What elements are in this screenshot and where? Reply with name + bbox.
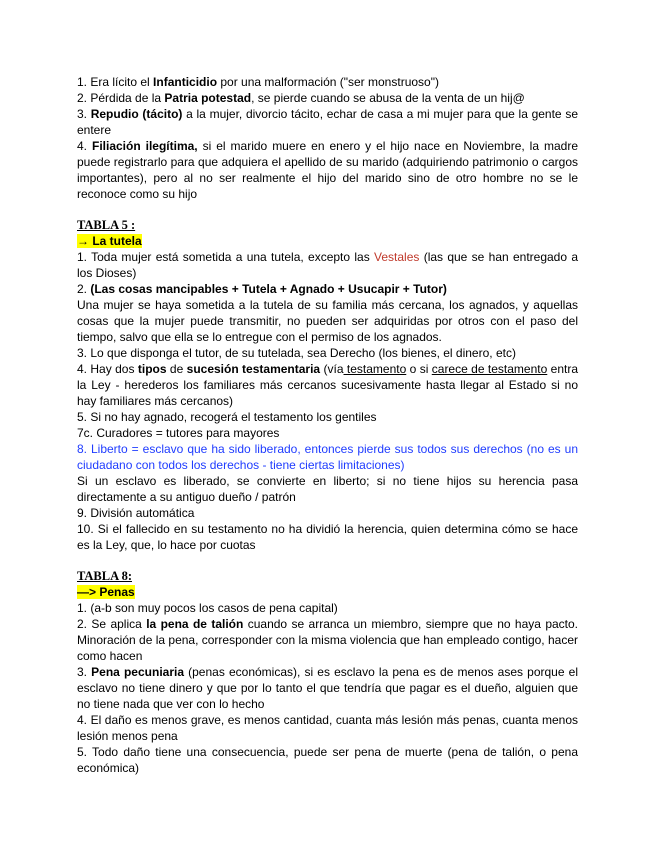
text-span: entra la Ley - herederos los familiares más cercanos sucesivamente hasta llegar al Estado si no hay familiares más cercanos) <box>77 362 579 408</box>
s1-line-1 <box>77 74 578 90</box>
text-span: cuando se arranca un miembro, siempre que no haya pacto. Minoración de la pena, corresponder con la misma violencia que han empleado contigo, hacer como hacen <box>77 617 579 663</box>
text-span: (vía <box>320 362 344 376</box>
t5-line-2 <box>77 281 578 297</box>
t8-line-5: 5. Todo daño tiene una consecuencia, puede ser pena de muerte (pena de talión, o pena económica) <box>77 745 578 775</box>
text-span: 3. <box>77 107 91 121</box>
bold-pena-talion: la pena de talión <box>146 617 244 631</box>
s1-line-4 <box>77 138 578 202</box>
t5-line-9: 9. División automática <box>77 506 195 520</box>
t5-line-4 <box>77 361 578 409</box>
text-span: 2. Se aplica <box>77 617 147 631</box>
bold-sucesion: sucesión testamentaria <box>186 362 321 376</box>
text-span: , se pierde cuando se abusa de la venta de un hij@ <box>251 91 525 105</box>
text-span: 4. Hay dos <box>77 362 138 376</box>
t8-line-4: 4. El daño es menos grave, es menos cantidad, cuanta más lesión más penas, cuanta menos lesión menos pena <box>77 713 578 743</box>
tabla5-subheading <box>77 233 578 249</box>
underline-carece: carece de testamento <box>431 362 548 376</box>
tabla8-title: TABLA 8: <box>77 569 132 583</box>
text-span: 3. <box>77 665 92 679</box>
tabla8-heading <box>77 568 578 584</box>
text-span: a la mujer, divorcio tácito, echar de casa a mi mujer para que la gente se entere <box>77 107 578 137</box>
text-span: de <box>166 362 187 376</box>
tabla5-heading <box>77 217 578 233</box>
text-span: o si <box>406 362 432 376</box>
text-span: 2. Pérdida de la <box>77 91 165 105</box>
text-span: por una malformación ("ser monstruoso") <box>217 75 439 89</box>
bold-infanticidio: Infanticidio <box>153 75 218 89</box>
bold-tipos: tipos <box>137 362 167 376</box>
spacer <box>77 202 578 217</box>
text-span: 2. <box>77 282 91 296</box>
t5-line-7c: 7c. Curadores = tutores para mayores <box>77 426 280 440</box>
underline-testamento: testamento <box>343 362 407 376</box>
t5-line-3: 3. Lo que disponga el tutor, de su tutelada, sea Derecho (los bienes, el dinero, etc) <box>77 346 516 360</box>
tabla5-title: TABLA 5 : <box>77 218 136 232</box>
t5-line-8b: Si un esclavo es liberado, se convierte en liberto; si no tiene hijos su herencia pasa directamente a su antiguo dueño / patrón <box>77 474 578 504</box>
bold-cosas-mancipables: (Las cosas mancipables + Tutela + Agnado + Usucapir + Tutor) <box>90 282 447 296</box>
text-span: 4. <box>77 139 92 153</box>
t5-line-2b: Una mujer se haya sometida a la tutela de su familia más cercana, los agnados, y aquellas cosas que la mujer puede transmitir, no pueden ser adquiridas por otros con el paso del tiempo, salvo que ella se lo entregue con el permiso de los agnados. <box>77 298 578 344</box>
t8-line-1: 1. (a-b son muy pocos los casos de pena capital) <box>77 601 338 615</box>
s1-line-2 <box>77 90 578 106</box>
text-span: 1. Era lícito el <box>77 75 154 89</box>
t5-line-5: 5. Si no hay agnado, recogerá el testamento los gentiles <box>77 410 377 424</box>
text-span: (penas económicas), si es esclavo la pena es de menos ases porque el esclavo no tiene dinero y que por lo tanto el que tendría que pagar es el dueño, alguien que no tiene nada que ver con lo hecho <box>77 665 578 711</box>
t5-line-10: 10. Si el fallecido en su testamento no ha dividió la herencia, quien determina cómo se hace es la Ley, que, lo hace por cuotas <box>77 522 578 552</box>
t8-line-2 <box>77 616 578 664</box>
tabla8-subheading <box>77 584 578 600</box>
vestales-red: Vestales <box>374 250 420 264</box>
tabla5-subtitle-highlight: → La tutela <box>77 234 142 248</box>
bold-pena-pecuniaria: Pena pecuniaria <box>91 665 184 679</box>
bold-patria-potestad: Patria potestad <box>164 91 252 105</box>
text-span: 1. Toda mujer está sometida a una tutela, excepto las <box>77 250 375 264</box>
t5-line-8: 8. Liberto = esclavo que ha sido liberado, entonces pierde sus todos sus derechos (no es un ciudadano con todos los derechos - tiene ciertas limitaciones) <box>77 442 578 472</box>
bold-repudio: Repudio (tácito) <box>90 107 183 121</box>
text-span: (las que se han entregado a los Dioses) <box>77 250 578 280</box>
text-span: si el marido muere en enero y el hijo nace en Noviembre, la madre puede registrarlo para que adquiera el apellido de su marido (adquiriendo patrimonio o cargos importantes), pero al no ser realmente el hijo del marido sino de otro hombre no se le reconoce como su hijo <box>77 139 578 201</box>
t5-line-1 <box>77 249 578 281</box>
bold-filiacion: Filiación ilegítima, <box>91 139 198 153</box>
s1-line-3 <box>77 106 578 138</box>
tabla8-subtitle-highlight: —> Penas <box>77 585 135 599</box>
spacer <box>77 553 578 568</box>
t8-line-3 <box>77 664 578 712</box>
